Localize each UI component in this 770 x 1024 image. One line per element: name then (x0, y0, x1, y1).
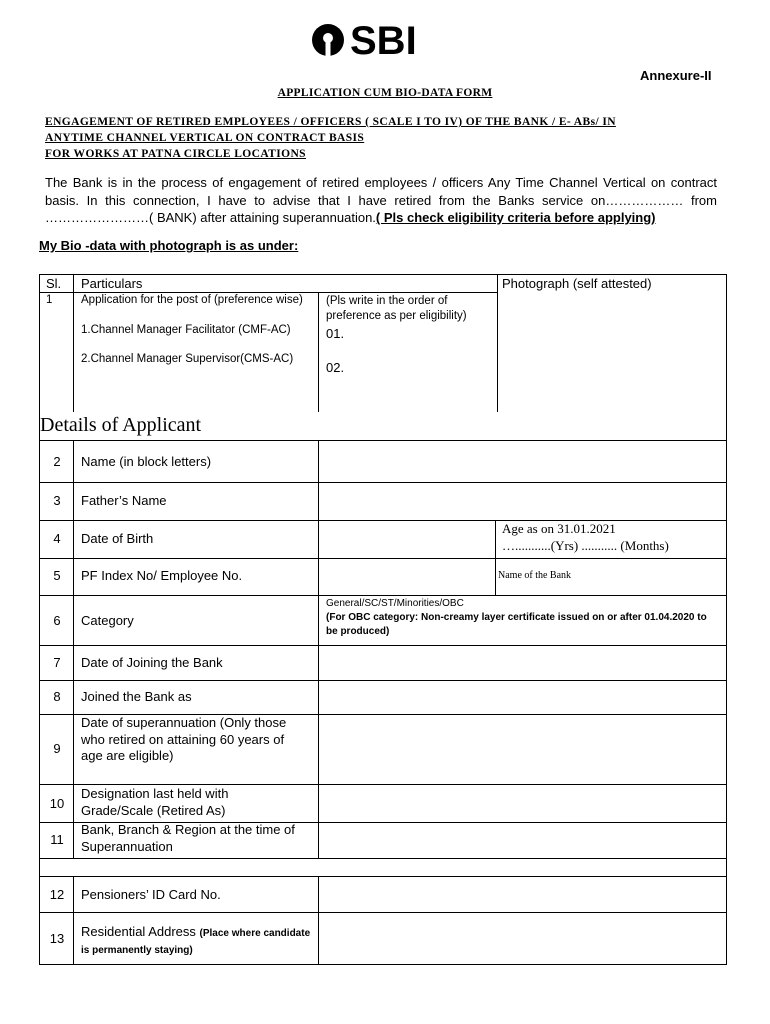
engagement-line-1: ENGAGEMENT OF RETIRED EMPLOYEES / OFFICERS ( SCALE I TO IV) OF THE BANK / E- ABs/ IN (45, 116, 616, 128)
pf-index-field[interactable] (319, 559, 494, 595)
photo-box[interactable] (498, 292, 725, 412)
row-1-number: 1 (46, 294, 53, 306)
intro-paragraph (45, 174, 717, 227)
superannuation-date-label: Date of superannuation (Only those who retired on attaining 60 years of age are eligible) (81, 715, 287, 763)
name-field[interactable] (319, 441, 726, 482)
residential-address-label (81, 924, 317, 958)
row-9-number: 9 (53, 741, 61, 756)
row-12-number: 12 (49, 887, 65, 902)
post-option-cms: 2.Channel Manager Supervisor(CMS-AC) (81, 353, 294, 365)
pensioner-id-label: Pensioners’ ID Card No. (81, 887, 221, 902)
row-7-number: 7 (53, 655, 61, 670)
post-option-cmf: 1.Channel Manager Facilitator (CMF-AC) (81, 324, 291, 336)
residential-address-note: (Place where candidate is permanently staying) (81, 928, 311, 956)
form-title: APPLICATION CUM BIO-DATA FORM (277, 87, 493, 99)
preference-2-field[interactable]: 02. (326, 360, 345, 375)
age-years-months-field[interactable]: …...........(Yrs) ........... (Months) (502, 538, 669, 553)
post-preference-label: Application for the post of (preference wise) (81, 294, 303, 306)
engagement-line-2: ANYTIME CHANNEL VERTICAL ON CONTRACT BASIS (45, 132, 365, 144)
pensioner-id-field[interactable] (319, 877, 726, 912)
bank-branch-region-field[interactable] (319, 823, 726, 858)
row-5-number: 5 (53, 568, 61, 583)
designation-label: Designation last held with Grade/Scale (Retired As) (81, 786, 229, 818)
bio-data-heading: My Bio -data with photograph is as under: (39, 238, 299, 253)
intro-text: The Bank is in the process of engagement of retired employees / officers Any Time Channel Vertical on contract basis. In this connection, I have to advise that I have retired from the Banks service on……………… from ……………………( BANK) after attaining superannuation. (45, 175, 717, 225)
row-11-number: 11 (50, 832, 64, 847)
joined-as-field[interactable] (319, 681, 726, 714)
row-2-number: 2 (53, 454, 61, 469)
category-options[interactable]: General/SC/ST/Minorities/OBC (326, 598, 464, 609)
sbi-logo (308, 20, 468, 60)
row-8-number: 8 (53, 689, 61, 704)
sl-column-header: Sl. (46, 276, 62, 291)
annexure-label: Annexure-II (640, 68, 712, 83)
name-label: Name (in block letters) (81, 454, 212, 469)
fathers-name-label: Father’s Name (81, 493, 167, 508)
pf-index-label: PF Index No/ Employee No. (81, 568, 243, 583)
name-of-bank-label: Name of the Bank (498, 570, 572, 581)
date-of-birth-label: Date of Birth (81, 531, 154, 546)
date-of-joining-field[interactable] (319, 646, 726, 680)
bank-branch-region-label: Bank, Branch & Region at the time of Superannuation (81, 822, 295, 854)
designation-field[interactable] (319, 785, 726, 822)
row-4-number: 4 (53, 531, 61, 546)
date-of-birth-field[interactable] (319, 521, 494, 558)
details-of-applicant-heading: Details of Applicant (40, 414, 202, 436)
obc-certificate-note: (For OBC category: Non-creamy layer certificate issued on or after 01.04.2020 to be produced) (326, 612, 707, 637)
residential-address-field[interactable] (319, 913, 726, 964)
fathers-name-field[interactable] (319, 483, 726, 520)
row-13-number: 13 (49, 931, 65, 946)
preference-order-note: (Pls write in the order of preference as per eligibility) (326, 295, 467, 322)
row-10-number: 10 (49, 796, 65, 811)
superannuation-date-field[interactable] (319, 715, 726, 784)
row-3-number: 3 (53, 493, 61, 508)
residential-address-text: Residential Address (81, 924, 196, 939)
particulars-column-header: Particulars (81, 276, 143, 291)
joined-as-label: Joined the Bank as (81, 689, 192, 704)
engagement-heading (45, 114, 725, 162)
preference-1-field[interactable]: 01. (326, 326, 345, 341)
category-label: Category (81, 613, 134, 628)
eligibility-note: ( Pls check eligibility criteria before applying) (375, 210, 656, 225)
sbi-logo-text: SBI (350, 20, 417, 60)
engagement-line-3: FOR WORKS AT PATNA CIRCLE LOCATIONS (45, 148, 306, 160)
age-as-on-label: Age as on 31.01.2021 (502, 521, 616, 536)
date-of-joining-label: Date of Joining the Bank (81, 655, 223, 670)
photograph-header: Photograph (self attested) (502, 276, 652, 291)
row-6-number: 6 (53, 613, 61, 628)
